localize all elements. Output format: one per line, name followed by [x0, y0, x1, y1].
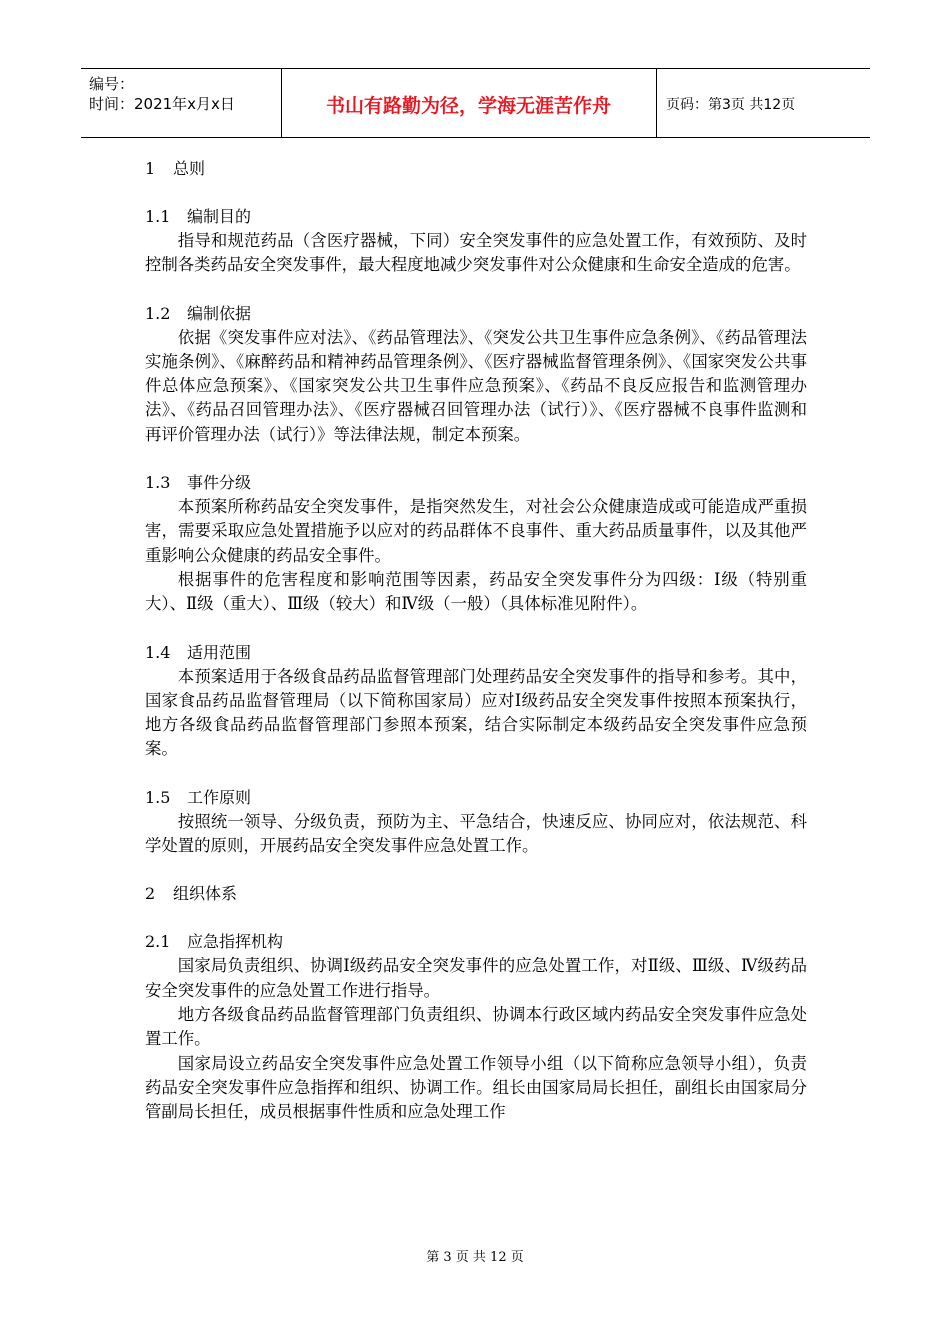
paragraph: 国家局负责组织、协调Ⅰ级药品安全突发事件的应急处置工作，对Ⅱ级、Ⅲ级、Ⅳ级药品安全突发事件的应急处置工作进行指导。	[145, 956, 807, 1000]
section-title: 总则	[173, 159, 206, 178]
subsection-number: 1.4	[145, 642, 171, 662]
paragraph: 指导和规范药品（含医疗器械，下同）安全突发事件的应急处置工作，有效预防、及时控制各类药品安全突发事件，最大程度地减少突发事件对公众健康和生命安全造成的危害。	[145, 231, 807, 275]
header-motto-cell	[281, 69, 657, 137]
paragraph: 依据《突发事件应对法》、《药品管理法》、《突发公共卫生事件应急条例》、《药品管理法实施条例》、《麻醉药品和精神药品管理条例》、《医疗器械监督管理条例》、《国家突发公共事件总体应急预案》、《国家突发公共卫生事件应急预案》、《药品不良反应报告和监测管理办法》、《药品召回管理办法》、《医疗器械召回管理办法（试行）》、《医疗器械不良事件监测和再评价管理办法（试行）》等法律法规，制定本预案。	[145, 327, 807, 444]
subsection-number: 2.1	[145, 932, 171, 952]
page-header	[81, 68, 870, 138]
subsection-number: 1.5	[145, 787, 171, 807]
section-title: 组织体系	[173, 884, 238, 904]
paragraph: 按照统一领导、分级负责，预防为主、平急结合，快速反应、协同应对，依法规范、科学处置的原则，开展药品安全突发事件应急处置工作。	[145, 811, 807, 856]
subsection-title: 编制目的	[187, 207, 252, 226]
subsection-heading	[145, 205, 807, 229]
number-label: 编号：	[89, 75, 135, 93]
subsection-heading	[145, 471, 807, 495]
subsection-number: 1.3	[145, 473, 171, 493]
paragraph: 地方各级食品药品监督管理部门负责组织、协调本行政区域内药品安全突发事件应急处置工作。	[145, 1004, 807, 1049]
subsection-title: 适用范围	[187, 642, 252, 662]
subsection-heading	[145, 641, 807, 665]
subsection-number: 1.2	[145, 303, 171, 323]
subsection-title: 工作原则	[187, 787, 252, 807]
paragraph: 根据事件的危害程度和影响范围等因素，药品安全突发事件分为四级：Ⅰ级（特别重大）、Ⅱ级（重大）、Ⅲ级（较大）和Ⅳ级（一般）（具体标准见附件）。	[145, 569, 807, 614]
paragraph: 本预案所称药品安全突发事件，是指突然发生，对社会公众健康造成或可能造成严重损害，需要采取应急处置措施予以应对的药品群体不良事件、重大药品质量事件，以及其他严重影响公众健康的药品安全事件。	[145, 497, 807, 565]
section-number: 2	[145, 884, 156, 904]
section-number: 1	[145, 159, 156, 178]
subsection-title: 应急指挥机构	[187, 932, 284, 952]
subsection-number: 1.1	[145, 207, 171, 226]
page-footer: 第 3 页 共 12 页	[426, 1250, 524, 1265]
section-heading	[145, 157, 807, 181]
header-meta-cell	[81, 69, 282, 137]
page-code: 页码：第3页 共12页	[666, 97, 796, 113]
subsection-heading	[145, 302, 807, 326]
subsection-title: 编制依据	[187, 303, 252, 323]
subsection-heading	[145, 786, 807, 810]
document-body	[145, 157, 807, 1124]
subsection-title: 事件分级	[187, 473, 252, 493]
header-page-cell	[656, 69, 870, 137]
header-motto: 书山有路勤为径，学海无涯苦作舟	[325, 95, 611, 117]
paragraph: 本预案适用于各级食品药品监督管理部门处理药品安全突发事件的指导和参考。其中，国家食品药品监督管理局（以下简称国家局）应对Ⅰ级药品安全突发事件按照本预案执行，地方各级食品药品监督管理部门参照本预案，结合实际制定本级药品安全突发事件应急预案。	[145, 666, 807, 759]
section-heading	[145, 882, 807, 906]
subsection-heading	[145, 930, 807, 954]
time-label: 时间：2021年x月x日	[89, 95, 235, 113]
paragraph: 国家局设立药品安全突发事件应急处置工作领导小组（以下简称应急领导小组），负责药品安全突发事件应急指挥和组织、协调工作。组长由国家局局长担任，副组长由国家局分管副局长担任，成员根据事件性质和应急处理工作	[145, 1053, 807, 1122]
